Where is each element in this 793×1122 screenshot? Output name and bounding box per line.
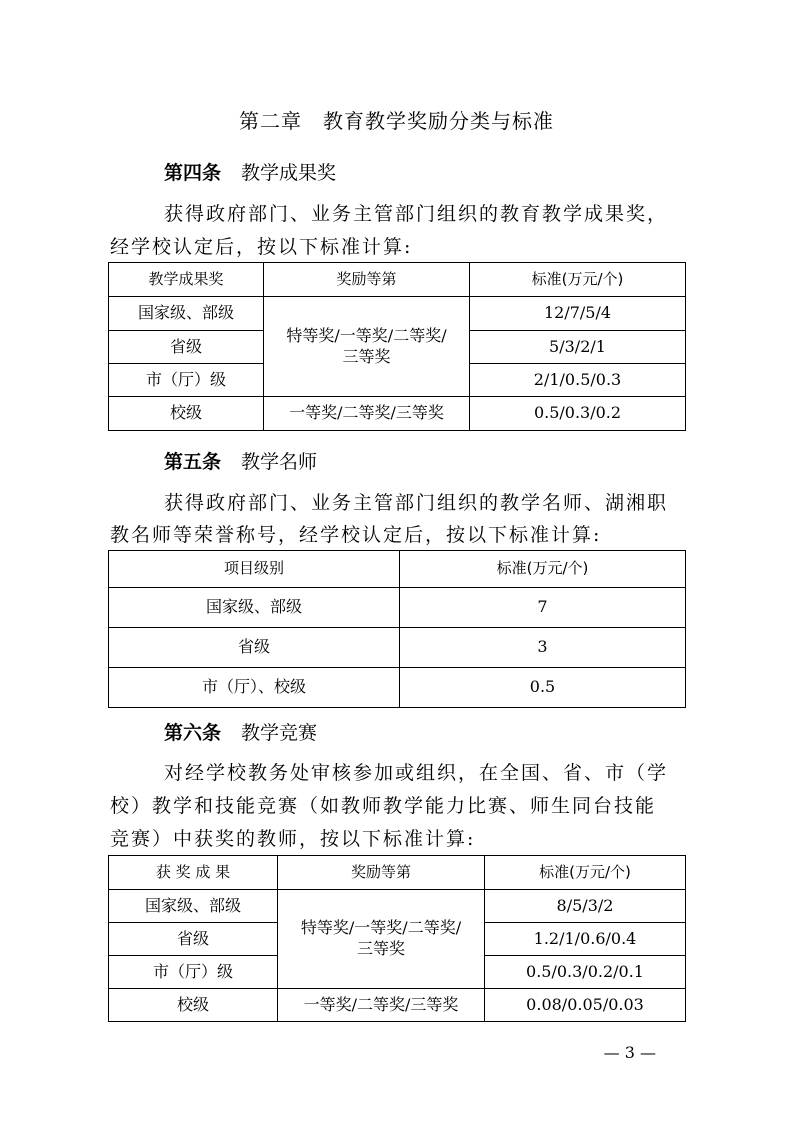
teaching-competition-table [108, 855, 686, 1022]
grade-line: 特等奖/一等奖/二等奖/ [300, 918, 462, 938]
level-cell: 国家级、部级 [109, 890, 278, 923]
table-row [109, 588, 686, 628]
grade-line: 特等奖/一等奖/二等奖/ [286, 325, 447, 345]
grade-cell: 一等奖/二等奖/三等奖 [278, 989, 485, 1022]
standard-cell: 5/3/2/1 [470, 331, 686, 364]
article-4-number: 第四条 [164, 162, 222, 184]
article-4-text-line-1: 获得政府部门、业务主管部门组织的教育教学成果奖， [164, 203, 669, 225]
standard-cell: 3 [400, 628, 686, 668]
article-6-text-line-2: 校）教学和技能竞赛（如教师教学能力比赛、师生同台技能 [110, 795, 657, 817]
table-row [109, 297, 686, 331]
level-cell: 省级 [109, 923, 278, 956]
level-cell: 校级 [109, 989, 278, 1022]
table-header: 标准(万元/个) [400, 551, 686, 588]
table-header: 项目级别 [109, 551, 400, 588]
table-row [109, 989, 686, 1022]
grade-line: 三等奖 [342, 346, 391, 366]
table-row [109, 668, 686, 708]
level-cell: 市（厅）级 [109, 956, 278, 989]
merged-grade-cell [264, 297, 470, 397]
level-cell: 省级 [109, 331, 264, 364]
table-header: 标准(万元/个) [470, 263, 686, 297]
table-header: 获 奖 成 果 [109, 856, 278, 890]
level-cell: 市（厅）、校级 [109, 668, 400, 708]
article-5-heading [164, 447, 317, 474]
article-4-text-line-2: 经学校认定后，按以下标准计算: [110, 236, 413, 258]
level-cell: 省级 [109, 628, 400, 668]
article-4-heading [164, 158, 336, 185]
famous-teacher-table [108, 550, 686, 708]
table-header: 教学成果奖 [109, 263, 264, 297]
table-row [109, 890, 686, 923]
standard-cell: 0.08/0.05/0.03 [485, 989, 686, 1022]
standard-cell: 8/5/3/2 [485, 890, 686, 923]
article-5-name: 教学名师 [241, 451, 318, 473]
article-4-name: 教学成果奖 [241, 162, 337, 184]
level-cell: 国家级、部级 [109, 588, 400, 628]
table-header: 标准(万元/个) [485, 856, 686, 890]
standard-cell: 0.5 [400, 668, 686, 708]
article-6-text-line-1: 对经学校教务处审核参加或组织，在全国、省、市（学 [164, 762, 669, 784]
table-header: 奖励等第 [278, 856, 485, 890]
level-cell: 国家级、部级 [109, 297, 264, 331]
standard-cell: 0.5/0.3/0.2 [470, 397, 686, 431]
article-5-number: 第五条 [164, 451, 222, 473]
level-cell: 校级 [109, 397, 264, 431]
article-6-text-line-3: 竞赛）中获奖的教师，按以下标准计算: [110, 828, 476, 850]
page-number: — 3 — [603, 1043, 656, 1062]
article-5-text-line-1: 获得政府部门、业务主管部门组织的教学名师、湖湘职 [164, 492, 669, 514]
standard-cell: 2/1/0.5/0.3 [470, 364, 686, 397]
table-header: 奖励等第 [264, 263, 470, 297]
standard-cell: 1.2/1/0.6/0.4 [485, 923, 686, 956]
article-5-text-line-2: 教名师等荣誉称号，经学校认定后，按以下标准计算: [110, 524, 602, 546]
article-6-name: 教学竞赛 [241, 722, 318, 744]
teaching-achievement-table [108, 262, 686, 431]
article-6-number: 第六条 [164, 722, 222, 744]
level-cell: 市（厅）级 [109, 364, 264, 397]
article-6-heading [164, 718, 317, 745]
standard-cell: 12/7/5/4 [470, 297, 686, 331]
standard-cell: 0.5/0.3/0.2/0.1 [485, 956, 686, 989]
grade-line: 三等奖 [356, 939, 405, 958]
merged-grade-cell [278, 890, 485, 989]
table-row [109, 628, 686, 668]
standard-cell: 7 [400, 588, 686, 628]
table-row [109, 397, 686, 431]
grade-cell: 一等奖/二等奖/三等奖 [264, 397, 470, 431]
chapter-title: 第二章 教育教学奖励分类与标准 [239, 109, 554, 133]
